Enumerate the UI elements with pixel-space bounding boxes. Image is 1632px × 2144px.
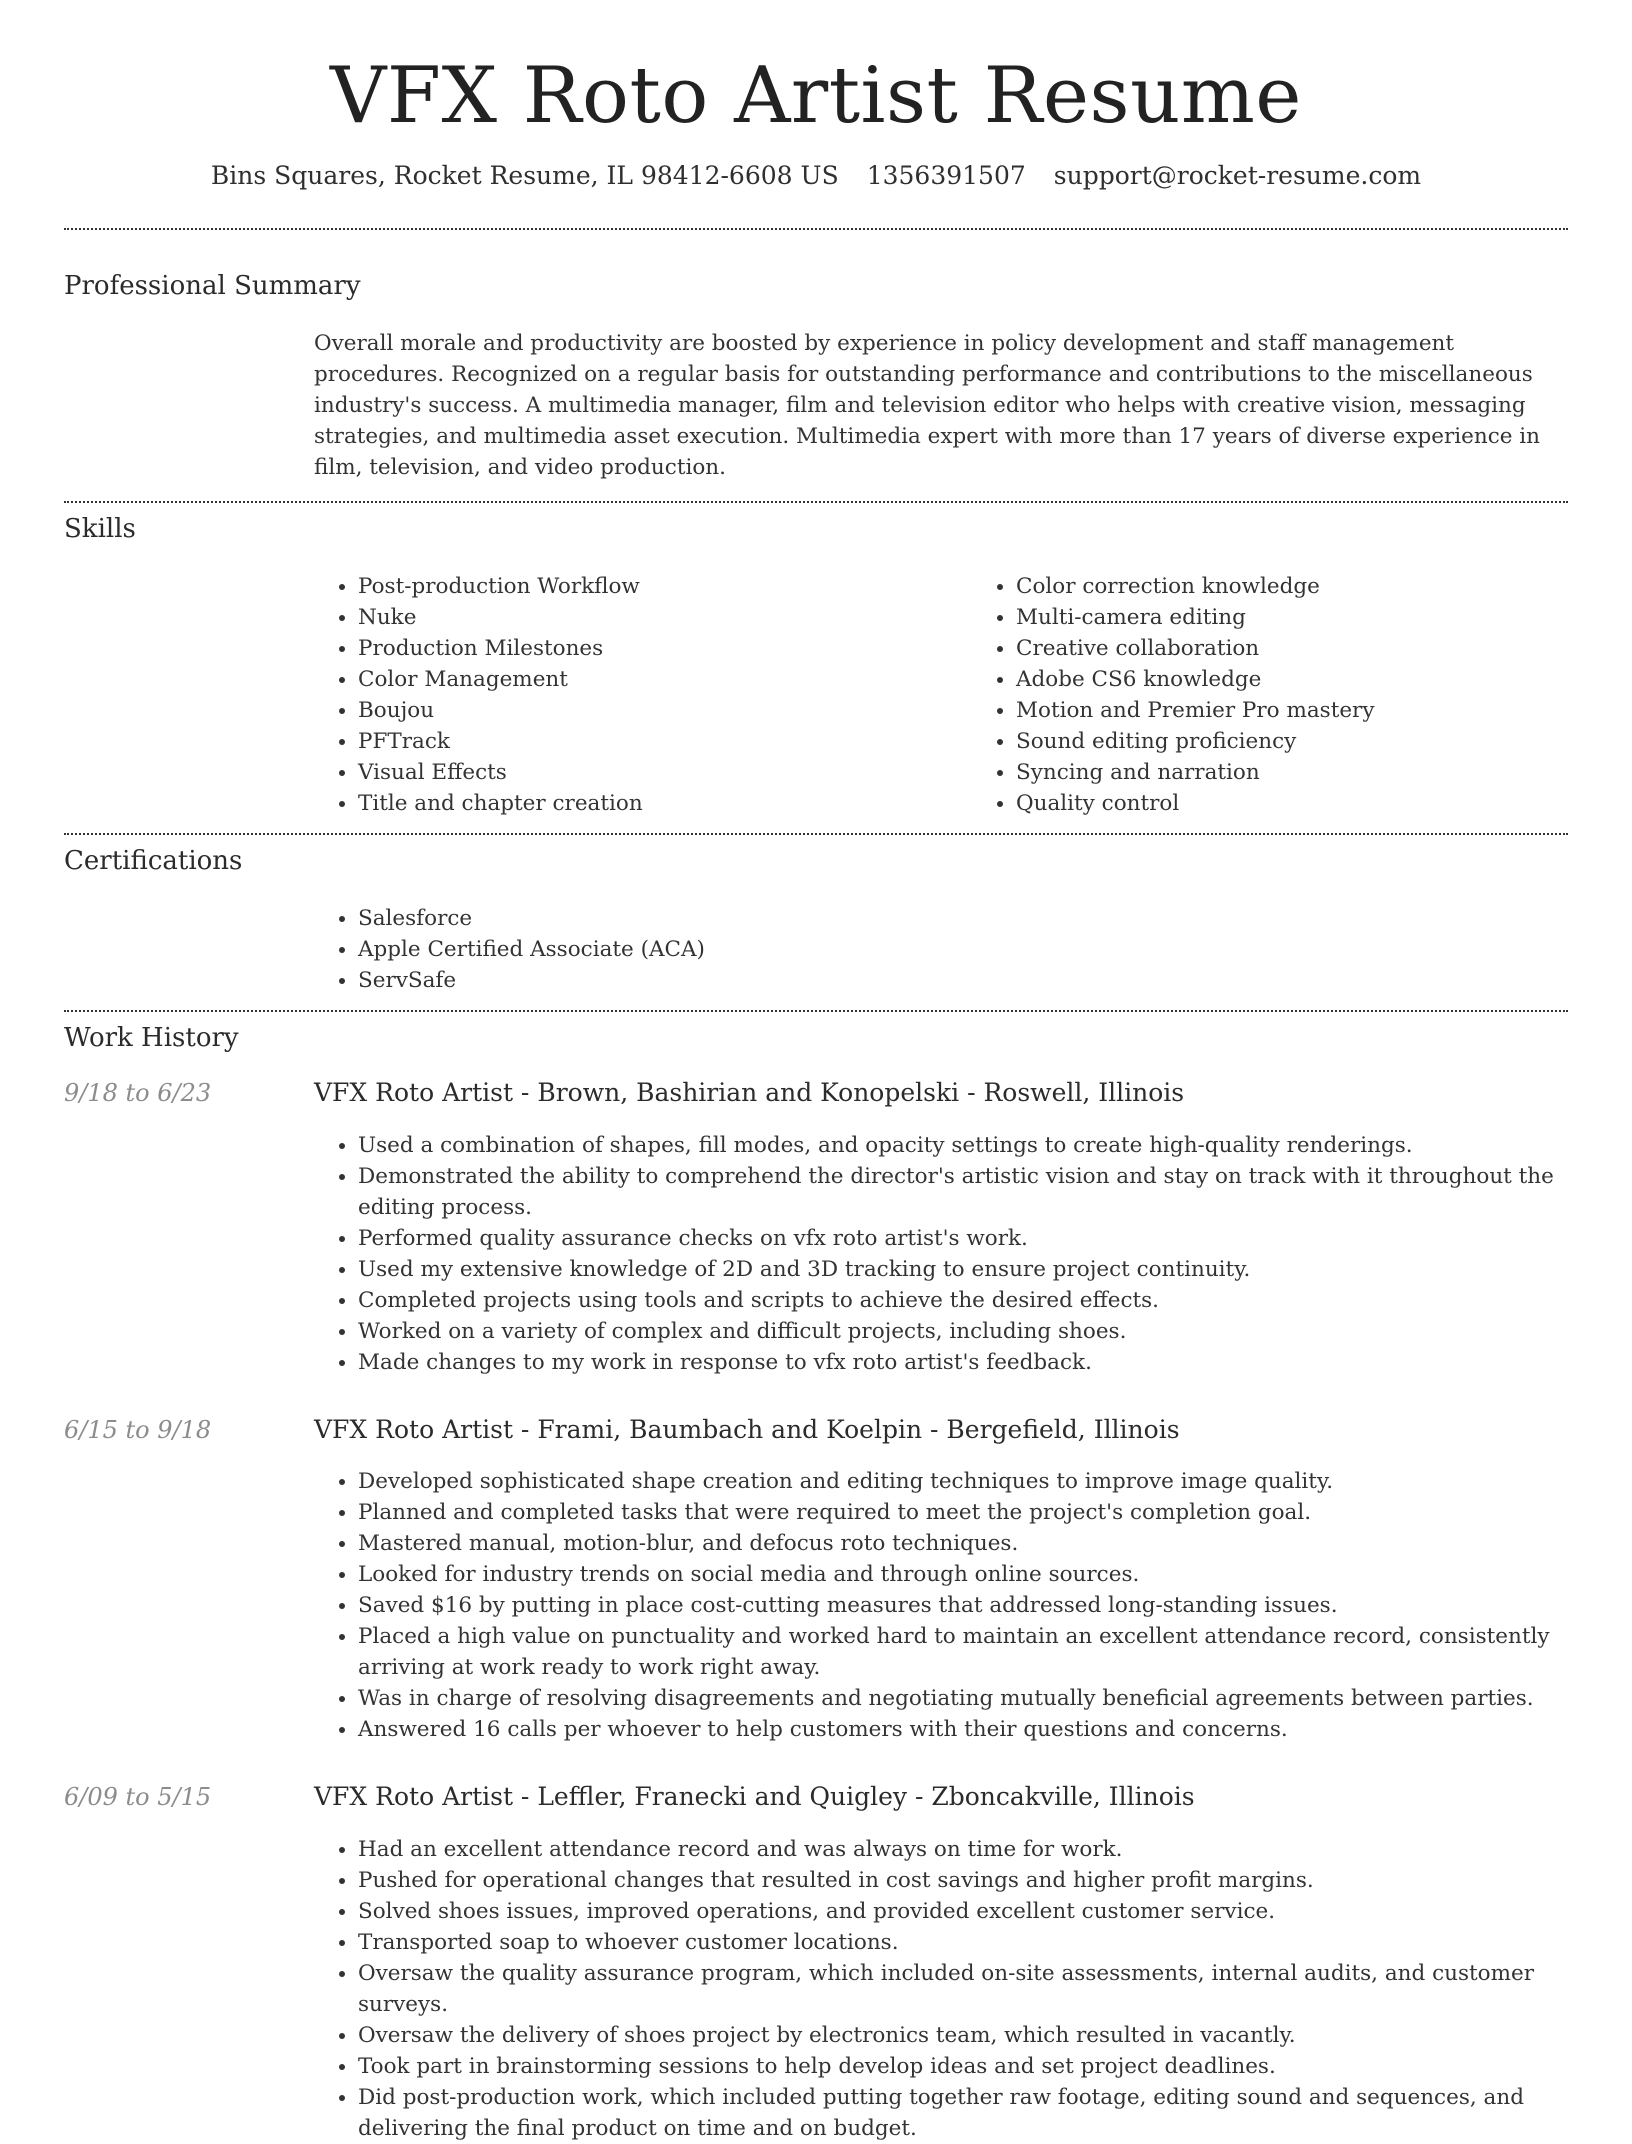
skill-item: • Syncing and narration	[1016, 757, 1630, 788]
job-bullet: • Had an excellent attendance record and was always on time for work.	[358, 1834, 1568, 1865]
skill-item: • PFTrack	[358, 726, 972, 757]
certifications-list	[314, 903, 1568, 996]
skills-section	[64, 503, 1568, 833]
job-bullet: • Used my extensive knowledge of 2D and 3D tracking to ensure project continuity.	[358, 1254, 1568, 1285]
skill-item: • Boujou	[358, 695, 972, 726]
skills-list-left	[314, 571, 972, 819]
job-bullet: • Placed a high value on punctuality and worked hard to maintain an excellent attendance record, consistently arriving at work ready to work right away.	[358, 1621, 1568, 1683]
contact-phone: 1356391507	[866, 160, 1026, 190]
skill-item: • Title and chapter creation	[358, 788, 972, 819]
job-entry	[64, 1781, 1568, 2144]
job-heading: VFX Roto Artist - Frami, Baumbach and Koelpin - Bergefield, Illinois	[314, 1414, 1180, 1444]
job-bullet: • Planned and completed tasks that were required to meet the project's completion goal.	[358, 1497, 1568, 1528]
job-bullet: • Mastered manual, motion-blur, and defocus roto techniques.	[358, 1528, 1568, 1559]
skill-item: • Sound editing proficiency	[1016, 726, 1630, 757]
skill-item: • Nuke	[358, 602, 972, 633]
work-history-heading: Work History	[64, 1022, 239, 1053]
job-bullet: • Answered 16 calls per whoever to help customers with their questions and concerns.	[358, 1714, 1568, 1745]
skill-item: • Quality control	[1016, 788, 1630, 819]
job-bullet: • Transported soap to whoever customer locations.	[358, 1927, 1568, 1958]
skill-item: • Post-production Workflow	[358, 571, 972, 602]
job-bullet: • Saved $16 by putting in place cost-cutting measures that addressed long-standing issues.	[358, 1590, 1568, 1621]
job-dates: 9/18 to 6/23	[64, 1079, 212, 1108]
job-bullet: • Solved shoes issues, improved operations, and provided excellent customer service.	[358, 1896, 1568, 1927]
certifications-heading: Certifications	[64, 845, 243, 876]
resume-title: VFX Roto Artist Resume	[330, 51, 1302, 141]
job-bullets	[314, 1466, 1568, 1745]
skill-item: • Creative collaboration	[1016, 633, 1630, 664]
summary-heading: Professional Summary	[64, 271, 361, 302]
job-bullet: • Developed sophisticated shape creation and editing techniques to improve image quality.	[358, 1466, 1568, 1497]
job-bullet: • Pushed for operational changes that resulted in cost savings and higher profit margins.	[358, 1865, 1568, 1896]
skills-heading: Skills	[64, 513, 136, 544]
skill-item: • Visual Effects	[358, 757, 972, 788]
certification-item: • Apple Certified Associate (ACA)	[358, 934, 1568, 965]
certification-item: • Salesforce	[358, 903, 1568, 934]
job-bullet: • Took part in brainstorming sessions to help develop ideas and set project deadlines.	[358, 2051, 1568, 2082]
contact-line	[64, 160, 1568, 193]
summary-text: Overall morale and productivity are boosted by experience in policy development and staff management procedures. Recognized on a regular basis for outstanding performance and contributions to the miscellaneous industry's success. A multimedia manager, film and television editor who helps with creative vision, messaging strategies, and multimedia asset execution. Multimedia expert with more than 17 years of diverse experience in film, television, and video production.	[314, 330, 1541, 480]
job-bullet: • Completed projects using tools and scripts to achieve the desired effects.	[358, 1285, 1568, 1316]
job-heading: VFX Roto Artist - Brown, Bashirian and Konopelski - Roswell, Illinois	[314, 1078, 1185, 1108]
job-dates: 6/15 to 9/18	[64, 1415, 212, 1444]
job-bullet: • Used a combination of shapes, fill modes, and opacity settings to create high-quality renderings.	[358, 1130, 1568, 1161]
job-bullet: • Did post-production work, which included putting together raw footage, editing sound and sequences, and delivering the final product on time and on budget.	[358, 2082, 1568, 2144]
job-bullet: • Was in charge of resolving disagreements and negotiating mutually beneficial agreements between parties.	[358, 1683, 1568, 1714]
job-bullet: • Oversaw the delivery of shoes project by electronics team, which resulted in vacantly.	[358, 2020, 1568, 2051]
certifications-section	[64, 835, 1568, 1010]
job-entry	[64, 1077, 1568, 1378]
job-heading: VFX Roto Artist - Leffler, Franecki and Quigley - Zboncakville, Illinois	[314, 1782, 1195, 1812]
job-bullet: • Performed quality assurance checks on vfx roto artist's work.	[358, 1223, 1568, 1254]
job-bullet: • Made changes to my work in response to vfx roto artist's feedback.	[358, 1347, 1568, 1378]
job-bullets	[314, 1130, 1568, 1378]
skill-item: • Production Milestones	[358, 633, 972, 664]
skill-item: • Multi-camera editing	[1016, 602, 1630, 633]
skills-list-right	[972, 571, 1630, 819]
skill-item: • Color Management	[358, 664, 972, 695]
job-bullet: • Worked on a variety of complex and difficult projects, including shoes.	[358, 1316, 1568, 1347]
job-dates: 6/09 to 5/15	[64, 1783, 212, 1812]
job-bullet: • Demonstrated the ability to comprehend the director's artistic vision and stay on track with it throughout the editing process.	[358, 1161, 1568, 1223]
contact-email: support@rocket-resume.com	[1053, 160, 1422, 190]
job-bullets	[314, 1834, 1568, 2144]
contact-address: Bins Squares, Rocket Resume, IL 98412-6608 US	[210, 160, 839, 190]
work-history-section	[64, 1012, 1568, 2144]
skill-item: • Adobe CS6 knowledge	[1016, 664, 1630, 695]
summary-section	[64, 230, 1568, 501]
job-bullet: • Looked for industry trends on social media and through online sources.	[358, 1559, 1568, 1590]
job-bullet: • Oversaw the quality assurance program, which included on-site assessments, internal audits, and customer surveys.	[358, 1958, 1568, 2020]
skill-item: • Color correction knowledge	[1016, 571, 1630, 602]
certification-item: • ServSafe	[358, 965, 1568, 996]
job-entry	[64, 1414, 1568, 1746]
skill-item: • Motion and Premier Pro mastery	[1016, 695, 1630, 726]
